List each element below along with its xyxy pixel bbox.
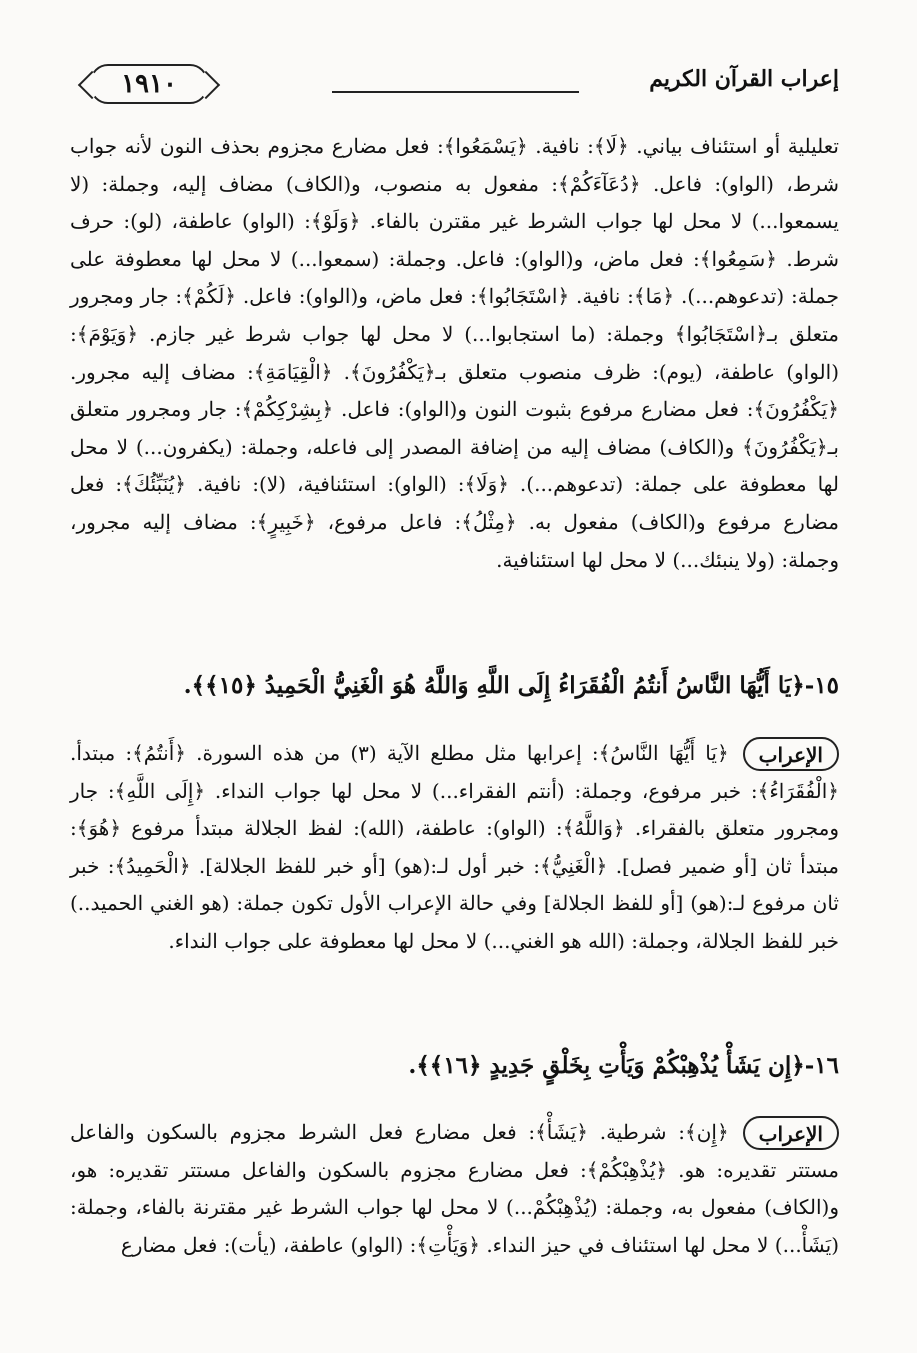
paragraph: ﴿يَا أَيُّهَا النَّاسُ﴾: إعرابها مثل مطلع الآية (٣) من هذه السورة. ﴿أَنتُمُ﴾: مبتدأ. ﴿الْفُقَرَاءُ﴾: خبر مرفوع، وجملة: (أنتم الفقراء...) لا محل لها جواب النداء. ﴿إِلَى اللَّهِ﴾: جار ومجرور متعلق بالفقراء. ﴿وَاللَّهُ﴾: (الواو): عاطفة، (الله): لفظ الجلالة مبتدأ مرفوع ﴿هُوَ﴾: مبتدأ ثان [أو ضمير فصل]. ﴿الْغَنِيُّ﴾: خبر أول لـ:(هو) [أو خبر للفظ الجلالة]. ﴿الْحَمِيدُ﴾: خبر ثان مرفوع لـ:(هو) [أو للفظ الجلالة] وفي حالة الإعراب الأول تكون جملة: (هو الغني الحميد..) خبر للفظ الجلالة، وجملة: (الله هو الغني...) لا محل لها معطوفة على جواب النداء. bbox=[70, 741, 839, 953]
paragraph: ﴿إِن﴾: شرطية. ﴿يَشَأْ﴾: فعل مضارع فعل الشرط مجزوم بالسكون والفاعل مستتر تقديره: هو. ﴿يُذْهِبْكُمْ﴾: فعل مضارع مجزوم بالسكون والفاعل مستتر تقديره: هو، و(الكاف) مفعول به، وجملة: (يُذْهِبْكُمْ...) لا محل لها جواب الشرط غير مقترنة بالفاء، وجملة: (يَشَأْ...) لا محل لها استئناف في حيز النداء. ﴿وَيَأْتِ﴾: (الواو) عاطفة، (يأت): فعل مضارع bbox=[70, 1120, 839, 1257]
irab-badge: الإعراب bbox=[743, 1116, 839, 1150]
paragraph: تعليلية أو استئناف بياني. ﴿لَا﴾: نافية. ﴿يَسْمَعُوا﴾: فعل مضارع مجزوم بحذف النون لأنه جواب شرط، (الواو): فاعل. ﴿دُعَآءَكُمْ﴾: مفعول به منصوب، و(الكاف) مضاف إليه، وجملة: (لا يسمعوا...) لا محل لها جواب الشرط غير مقترن بالفاء. ﴿وَلَوْ﴾: (الواو) عاطفة، (لو): حرف شرط. ﴿سَمِعُوا﴾: فعل ماض، و(الواو): فاعل. وجملة: (سمعوا...) لا محل لها معطوفة على جملة: (تدعوهم...). ﴿مَا﴾: نافية. ﴿اسْتَجَابُوا﴾: فعل ماض، و(الواو): فاعل. ﴿لَكُمْ﴾: جار ومجرور متعلق بـ﴿اسْتَجَابُوا﴾ وجملة: (ما استجابوا...) لا محل لها جواب شرط غير جازم. ﴿وَيَوْمَ﴾: (الواو) عاطفة، (يوم): ظرف منصوب متعلق بـ﴿يَكْفُرُونَ﴾. ﴿الْقِيَامَةِ﴾: مضاف إليه مجرور. ﴿يَكْفُرُونَ﴾: فعل مضارع مرفوع بثبوت النون و(الواو): فاعل. ﴿بِشِرْكِكُمْ﴾: جار ومجرور متعلق بـ﴿يَكْفُرُونَ﴾ و(الكاف) مضاف إليه من إضافة المصدر إلى فاعله، وجملة: (يكفرون...) لا محل لها معطوفة على جملة: (تدعوهم...). ﴿وَلَا﴾: (الواو): استئنافية، (لا): نافية. ﴿يُنَبِّئُكَ﴾: فعل مضارع مرفوع و(الكاف) مفعول به. ﴿مِثْلُ﴾: فاعل مرفوع، ﴿خَبِيرٍ﴾: مضاف إليه مجرور، وجملة: (ولا ينبئك...) لا محل لها استئنافية. bbox=[70, 134, 839, 572]
section-2-text bbox=[70, 735, 839, 961]
section-3-text bbox=[70, 1114, 839, 1264]
verse-16: ١٦-﴿إِن يَشَأْ يُذْهِبْكُمْ وَيَأْتِ بِخَلْقٍ جَدِيدٍ ﴿١٦﴾﴾. bbox=[408, 1052, 839, 1079]
page-number: ١٩١٠ bbox=[90, 64, 208, 104]
book-title: إعراب القرآن الكريم bbox=[649, 66, 839, 92]
page-header bbox=[70, 60, 839, 116]
irab-badge: الإعراب bbox=[743, 737, 839, 771]
verse-15: ١٥-﴿يَا أَيُّهَا النَّاسُ أَنتُمُ الْفُقَرَاءُ إِلَى اللَّهِ وَاللَّهُ هُوَ الْغَنِيُّ الْحَمِيدُ ﴿١٥﴾﴾. bbox=[183, 672, 839, 699]
section-1-text bbox=[70, 128, 839, 579]
header-rule bbox=[332, 91, 579, 93]
